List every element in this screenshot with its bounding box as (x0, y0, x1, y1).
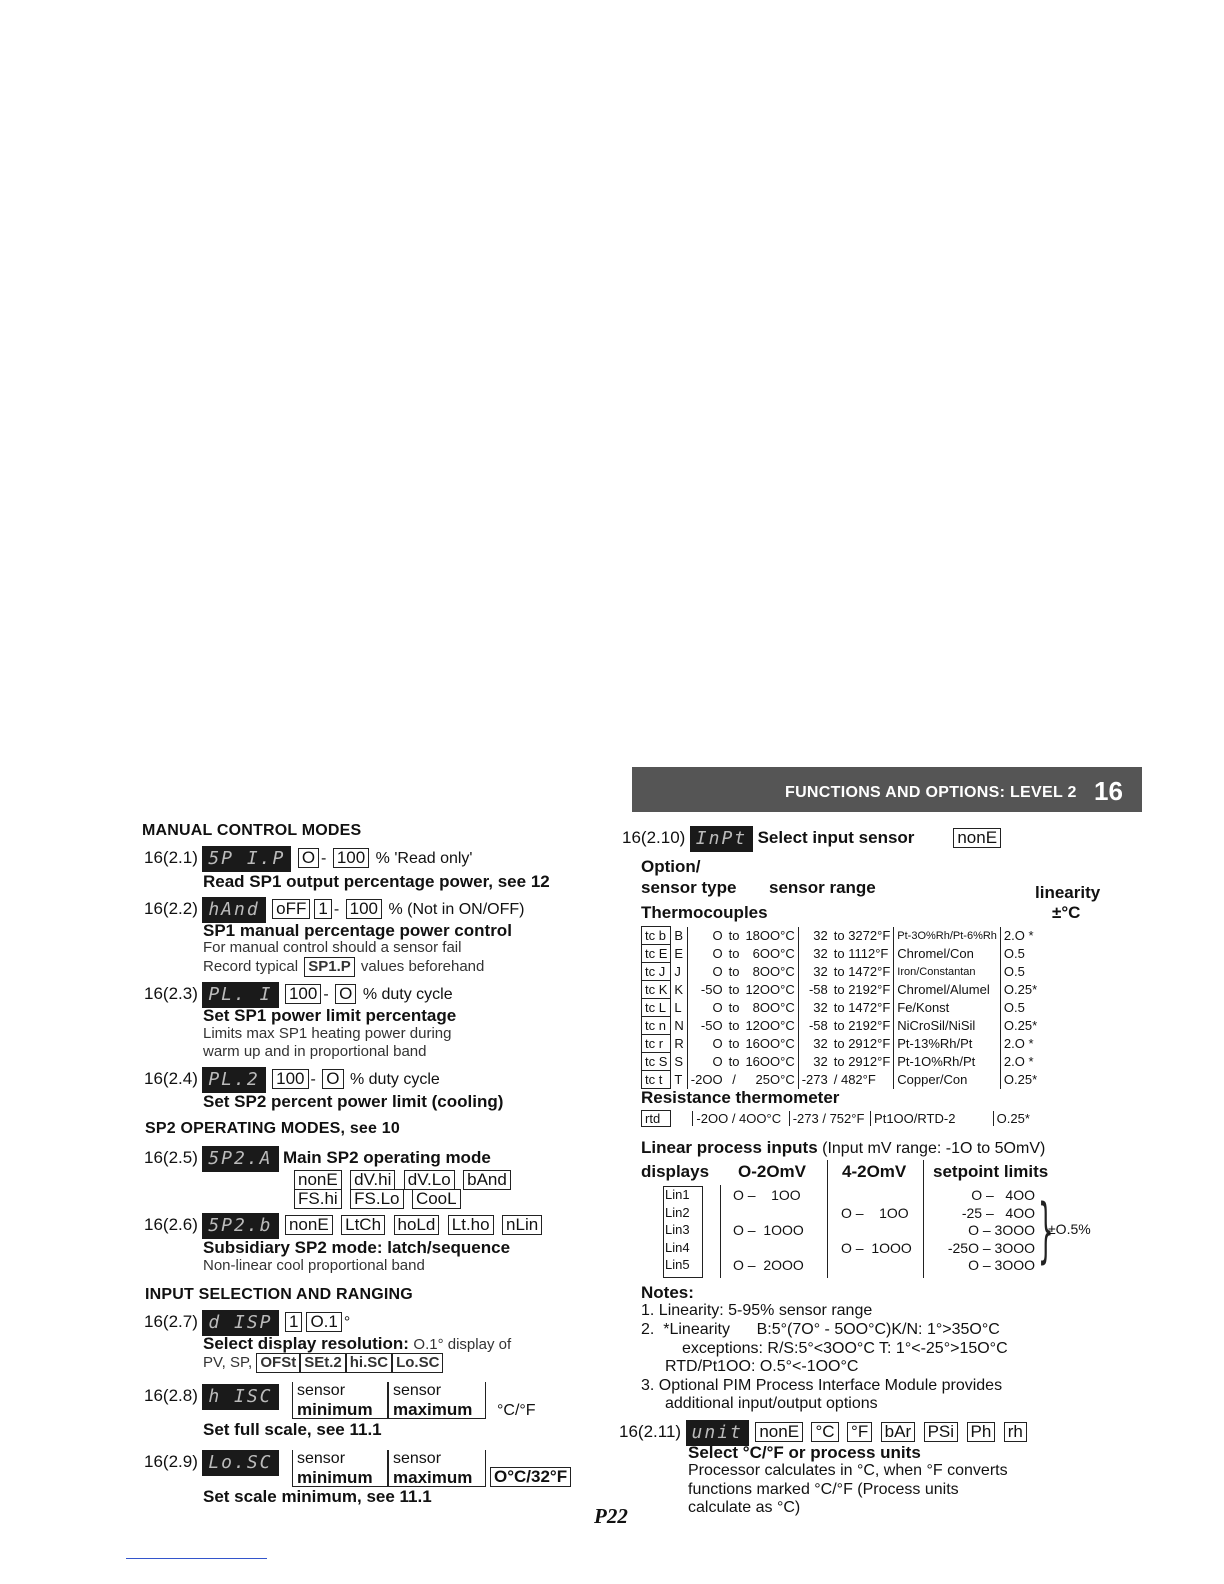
lin-head-4-20: 4-2OmV (842, 1162, 907, 1181)
thermocouple-row (642, 1053, 1041, 1071)
option-box: dV.hi (350, 1170, 395, 1190)
option-box: Ph (967, 1422, 996, 1442)
thermocouple-row (642, 1071, 1041, 1089)
thermocouple-cell: 18OO°C (745, 928, 795, 943)
entry-desc: warm up and in proportional band (203, 1043, 427, 1060)
sp2-section-title: SP2 OPERATING MODES, see 10 (145, 1120, 400, 1137)
thermocouple-cell: 16OO°C (745, 1036, 795, 1051)
option-box: Lo.SC (392, 1353, 443, 1373)
thermocouple-cell: to 3272°F (833, 928, 891, 943)
range-box (292, 1450, 486, 1487)
thermocouple-row (642, 1017, 1041, 1035)
thermocouple-cell: tc b (642, 927, 671, 945)
thermocouple-cell: 12OO°C (745, 1018, 795, 1033)
rtd-row (641, 1111, 1030, 1126)
thermocouple-cell: tc K (642, 981, 671, 999)
thermocouple-cell: O.25* (1000, 981, 1040, 999)
range-label: minimum (297, 1468, 373, 1487)
option-box: 100 (346, 899, 382, 919)
range-label: minimum (297, 1400, 373, 1419)
option-box: bAr (881, 1422, 915, 1442)
entry-title: Subsidiary SP2 mode: latch/sequence (203, 1238, 511, 1257)
thermocouple-cell: K (671, 981, 687, 999)
rtd-code: rtd (641, 1110, 671, 1127)
lin-cell: Lin4 (665, 1239, 690, 1255)
lin-head-0-20: O-2OmV (738, 1162, 807, 1181)
rtd-type: Pt1OO/RTD-2 (870, 1111, 955, 1126)
entry-title: Main SP2 operating mode (282, 1148, 491, 1168)
thermocouple-cell: -58 (798, 981, 831, 999)
entry-code: 16(2.7) (144, 1312, 198, 1332)
linear-note: (Input mV range: -1O to 5OmV) (822, 1140, 1046, 1157)
note-2-cont: RTD/Pt1OO: O.5°<-1OO°C (665, 1358, 859, 1375)
thermocouple-cell: to (728, 1000, 740, 1015)
entry-code: 16(2.2) (144, 899, 198, 919)
thermocouple-table (641, 926, 1040, 1089)
notes-title: Notes: (641, 1283, 694, 1302)
option-box: PSi (924, 1422, 958, 1442)
thermocouple-cell: O (687, 1053, 725, 1071)
lcd-display: hAnd (202, 897, 265, 923)
thermocouple-cell: -5O (687, 981, 725, 999)
thermocouple-cell: 32 (798, 1053, 831, 1071)
thermocouple-cell: O (687, 999, 725, 1017)
option-row (292, 1189, 463, 1209)
entry-title: Select °C/°F or process units (688, 1443, 921, 1462)
entry-title: Set SP1 power limit percentage (203, 1006, 457, 1025)
lin-cell: O – 3OOO (968, 1257, 1035, 1273)
entry-desc: O.1° display of (413, 1336, 512, 1353)
lin-cell: Lin3 (665, 1222, 690, 1237)
thermocouple-cell: to (728, 1054, 740, 1069)
note-2: 2. *Linearity B:5°(7O° - 5OO°C)K/N: 1°>35O°C (641, 1321, 1000, 1338)
thermocouple-cell: Iron/Constantan (894, 963, 1001, 981)
lin-head-setpoint: setpoint limits (933, 1162, 1049, 1181)
rtd-range-c: -2OO / 4OO°C (692, 1111, 781, 1126)
lin-head-displays: displays (641, 1162, 710, 1181)
range-box (292, 1382, 486, 1419)
lin-cell: O – 1OO (733, 1187, 801, 1203)
option-box: nonE (294, 1170, 342, 1190)
entry-desc: calculate as °C) (688, 1499, 801, 1516)
thermocouple-cell: S (671, 1053, 687, 1071)
range-divider (387, 1382, 389, 1418)
thermocouple-cell: tc n (642, 1017, 671, 1035)
option-box: 100 (285, 984, 321, 1004)
option-box: hi.SC (346, 1353, 392, 1373)
default-box (488, 1467, 573, 1487)
entry-title: SP1 manual percentage power control (203, 921, 512, 940)
entry-2-3: 16(2.3) PL. I 100 - O % duty cycle (144, 982, 453, 1008)
thermocouple-cell: tc L (642, 999, 671, 1017)
thermocouple-cell: to (728, 928, 740, 943)
range-divider (387, 1450, 389, 1486)
header-title: FUNCTIONS AND OPTIONS: LEVEL 2 (785, 784, 1077, 801)
thermocouple-row (642, 999, 1041, 1017)
thermocouple-cell: O (687, 945, 725, 963)
thermocouple-cell: to (728, 964, 740, 979)
degree-mark: ° (343, 1314, 351, 1332)
thermocouple-cell: to 1112°F (833, 946, 889, 961)
entry-code: 16(2.3) (144, 984, 198, 1004)
thermocouple-cell: 16OO°C (745, 1054, 795, 1069)
lin-accuracy: ±O.5% (1048, 1221, 1091, 1237)
lin-brace: } (1038, 1189, 1054, 1271)
sensor-range-header: sensor range (769, 878, 876, 897)
option-box: FS.Lo (350, 1189, 403, 1209)
thermocouple-cell: Chromel/Con (894, 945, 1001, 963)
thermocouple-row (642, 1035, 1041, 1053)
thermocouple-cell: tc J (642, 963, 671, 981)
sensor-type-header: sensor type (641, 878, 737, 897)
lin-cell: -25O – 3OOO (947, 1239, 1035, 1256)
thermocouple-cell: O.5 (1000, 945, 1040, 963)
option-box: SEt.2 (300, 1353, 346, 1373)
entry-2-8 (144, 1384, 279, 1410)
thermocouple-cell: 32 (798, 963, 831, 981)
entry-2-1: 16(2.1) 5P I.P O - 100 % 'Read only' (144, 846, 472, 872)
entry-title-line (203, 1334, 511, 1354)
thermocouple-cell: to 1472°F (833, 1000, 891, 1015)
desc-text: values beforehand (360, 958, 485, 975)
thermocouple-cell: O.25* (1000, 1017, 1040, 1035)
option-box: °F (847, 1422, 872, 1442)
thermocouple-cell: to 2192°F (833, 1018, 891, 1033)
rtd-linearity: O.25* (993, 1111, 1030, 1126)
lcd-display: unit (686, 1420, 749, 1446)
thermocouple-cell: to 2912°F (833, 1054, 891, 1069)
thermocouple-cell: L (671, 999, 687, 1017)
option-box: hoLd (394, 1215, 440, 1235)
thermocouple-cell: to 2912°F (833, 1036, 891, 1051)
lin-cell: O – 1OOO (733, 1222, 804, 1238)
thermocouple-cell: R (671, 1035, 687, 1053)
range-label: maximum (393, 1400, 473, 1419)
linearity-header: linearity (1035, 883, 1101, 902)
thermocouple-cell: tc r (642, 1035, 671, 1053)
thermocouple-cell: tc S (642, 1053, 671, 1071)
input-section-title: INPUT SELECTION AND RANGING (145, 1286, 413, 1303)
option-box: nonE (953, 828, 1001, 848)
option-box: LtCh (341, 1215, 385, 1235)
entry-desc: Processor calculates in °C, when °F converts (688, 1462, 1008, 1479)
entry-desc: Non-linear cool proportional band (203, 1257, 425, 1274)
thermocouple-cell: to (728, 946, 740, 961)
entry-2-5 (144, 1146, 491, 1172)
thermocouple-cell: 2.O * (1000, 1035, 1040, 1053)
lin-cell: Lin2 (665, 1204, 690, 1220)
option-box: bAnd (463, 1170, 511, 1190)
entry-title: Select input sensor (757, 828, 915, 848)
option-box: oFF (272, 899, 310, 919)
lin-cell: O – 1OOO (841, 1239, 912, 1256)
thermocouple-cell: -2OO (687, 1071, 725, 1089)
entry-code: 16(2.1) (144, 848, 198, 868)
desc-text: Record typical (203, 958, 299, 975)
entry-2-10 (622, 826, 1003, 852)
lcd-display: Lo.SC (202, 1450, 278, 1476)
option-box: O°C/32°F (490, 1467, 571, 1487)
entry-note: % 'Read only' (375, 850, 473, 868)
rtd-title: Resistance thermometer (641, 1088, 840, 1107)
lcd-display: 5P I.P (202, 846, 291, 872)
option-row (292, 1170, 513, 1190)
entry-title: Read SP1 output percentage power, see 12 (203, 872, 550, 891)
option-box: 1 (314, 899, 331, 919)
thermocouple-cell: N (671, 1017, 687, 1035)
option-box: CooL (412, 1189, 461, 1209)
thermocouple-cell: to (728, 1018, 740, 1033)
lin-cell: O – 3OOO (968, 1222, 1035, 1238)
entry-2-4: 16(2.4) PL.2 100 - O % duty cycle (144, 1067, 440, 1093)
entry-note: % (Not in ON/OFF) (388, 901, 525, 919)
range-label: sensor (393, 1382, 442, 1399)
linearity-unit: ±°C (1052, 903, 1081, 922)
thermocouples-title: Thermocouples (641, 903, 768, 922)
entry-desc (203, 957, 484, 977)
entry-2-6 (144, 1213, 544, 1239)
thermocouple-cell: 6OO°C (752, 946, 795, 961)
thermocouple-cell: O (687, 1035, 725, 1053)
entry-note: % duty cycle (349, 1071, 440, 1089)
option-box: 100 (272, 1069, 308, 1089)
thermocouple-cell: -5O (687, 1017, 725, 1035)
entry-desc: Limits max SP1 heating power during (203, 1025, 452, 1042)
lcd-display: 5P2.b (202, 1213, 278, 1239)
thermocouple-cell: O (687, 927, 725, 945)
option-box: rh (1004, 1422, 1027, 1442)
option-box: nLin (502, 1215, 542, 1235)
lin-cell: Lin1 (665, 1187, 690, 1202)
thermocouple-cell: O.25* (1000, 1071, 1040, 1089)
thermocouple-cell: 32 (798, 1035, 831, 1053)
option-box: O (322, 1069, 343, 1089)
thermocouple-cell: 2.O * (1000, 1053, 1040, 1071)
thermocouple-cell: tc E (642, 945, 671, 963)
option-box: O (335, 984, 356, 1004)
thermocouple-cell: / 482°F (833, 1072, 876, 1087)
lcd-display: d ISP (202, 1310, 278, 1336)
lin-cell: -25 – 4OO (961, 1204, 1035, 1221)
manual-section-title: MANUAL CONTROL MODES (142, 822, 362, 839)
range-label: sensor (297, 1382, 346, 1399)
linear-title: Linear process inputs (641, 1138, 818, 1157)
option-box: dV.Lo (404, 1170, 455, 1190)
option-box: Lt.ho (448, 1215, 494, 1235)
thermocouple-cell: O.5 (1000, 963, 1040, 981)
range-label: sensor (393, 1450, 442, 1467)
thermocouple-cell: 8OO°C (752, 1000, 795, 1015)
linear-heading (641, 1138, 1045, 1158)
option-box: OFSt (256, 1353, 300, 1373)
option-box: nonE (755, 1422, 803, 1442)
range-label: maximum (393, 1468, 473, 1487)
thermocouple-cell: 12OO°C (745, 982, 795, 997)
entry-code: 16(2.8) (144, 1386, 198, 1406)
entry-desc (203, 1353, 443, 1373)
option-box: °C (811, 1422, 838, 1442)
thermocouple-cell: Copper/Con (894, 1071, 1001, 1089)
lcd-display: 5P2.A (202, 1146, 278, 1172)
thermocouple-cell: to (728, 1036, 740, 1051)
thermocouple-row (642, 963, 1041, 981)
thermocouple-cell: O (687, 963, 725, 981)
thermocouple-cell: -273 (798, 1071, 831, 1089)
thermocouple-cell: NiCroSil/NiSil (894, 1017, 1001, 1035)
thermocouple-cell: Pt-13%Rh/Pt (894, 1035, 1001, 1053)
thermocouple-row (642, 945, 1041, 963)
lcd-display: h ISC (202, 1384, 278, 1410)
thermocouple-row (642, 981, 1041, 999)
entry-title: Set full scale, see 11.1 (203, 1420, 382, 1439)
thermocouple-cell: T (671, 1071, 687, 1089)
entry-title: Set SP2 percent power limit (cooling) (203, 1092, 504, 1111)
thermocouple-cell: -58 (798, 1017, 831, 1035)
thermocouple-cell: Pt-1O%Rh/Pt (894, 1053, 1001, 1071)
entry-2-2: 16(2.2) hAnd oFF 1 - 100 % (Not in ON/OFF) (144, 897, 524, 923)
page-number: P22 (594, 1504, 628, 1528)
footer-rule (126, 1558, 267, 1559)
rtd-range-f: -273 / 752°F (789, 1111, 865, 1126)
entry-title: Select display resolution: (203, 1334, 409, 1353)
entry-desc: For manual control should a sensor fail (203, 939, 462, 956)
thermocouple-cell: 25O°C (755, 1072, 795, 1087)
option-box: SP1.P (304, 957, 355, 977)
note-2-cont: exceptions: R/S:5°<3OO°C T: 1°<-25°>15O°C (682, 1340, 1008, 1357)
option-box: O.1 (306, 1312, 341, 1332)
lin-cell: O – 4OO (971, 1187, 1035, 1203)
thermocouple-cell: to 1472°F (833, 964, 891, 979)
thermocouple-cell: tc t (642, 1071, 671, 1089)
note-3: 3. Optional PIM Process Interface Module provides (641, 1377, 1003, 1394)
entry-code: 16(2.11) (619, 1422, 682, 1442)
note-3-cont: additional input/output options (665, 1395, 878, 1412)
entry-code: 16(2.10) (622, 828, 686, 848)
entry-title: Set scale minimum, see 11.1 (203, 1487, 432, 1506)
option-box: FS.hi (294, 1189, 342, 1209)
thermocouple-row (642, 927, 1041, 945)
thermocouple-cell: B (671, 927, 687, 945)
lcd-display: PL. I (202, 982, 278, 1008)
thermocouple-cell: E (671, 945, 687, 963)
lin-divider (720, 1185, 721, 1278)
option-label: Option/ (641, 857, 701, 876)
entry-code: 16(2.4) (144, 1069, 198, 1089)
note-1: 1. Linearity: 5-95% sensor range (641, 1302, 873, 1319)
option-box: 100 (333, 848, 369, 868)
entry-code: 16(2.6) (144, 1215, 198, 1235)
entry-desc: functions marked °C/°F (Process units (688, 1481, 959, 1498)
desc-text: PV, SP, (203, 1354, 253, 1371)
entry-code: 16(2.5) (144, 1148, 198, 1168)
option-box: O (298, 848, 319, 868)
thermocouple-cell: O.5 (1000, 999, 1040, 1017)
lin-divider (827, 1160, 828, 1278)
unit-label: °C/°F (497, 1402, 536, 1419)
option-box: 1 (285, 1312, 302, 1332)
lin-cell: Lin5 (665, 1257, 690, 1272)
thermocouple-cell: to 2192°F (833, 982, 891, 997)
lin-cell: O – 1OO (841, 1204, 909, 1221)
option-box: nonE (285, 1215, 333, 1235)
thermocouple-cell: 32 (798, 945, 831, 963)
entry-code: 16(2.9) (144, 1452, 198, 1472)
lcd-display: InPt (690, 826, 753, 852)
thermocouple-cell: Chromel/Alumel (894, 981, 1001, 999)
thermocouple-cell: J (671, 963, 687, 981)
range-label: sensor (297, 1450, 346, 1467)
thermocouple-cell: / (732, 1072, 736, 1087)
entry-2-9 (144, 1450, 279, 1476)
chapter-number: 16 (1094, 776, 1123, 806)
thermocouple-cell: 8OO°C (752, 964, 795, 979)
thermocouple-cell: 32 (798, 999, 831, 1017)
thermocouple-cell: to (728, 982, 740, 997)
lcd-display: PL.2 (202, 1067, 265, 1093)
thermocouple-cell: 32 (798, 927, 831, 945)
thermocouple-cell: Pt-3O%Rh/Pt-6%Rh (894, 927, 1001, 945)
lin-cell: O – 2OOO (733, 1257, 804, 1273)
entry-note: % duty cycle (362, 986, 453, 1004)
thermocouple-cell: 2.O * (1000, 927, 1040, 945)
entry-2-7 (144, 1310, 350, 1336)
thermocouple-cell: Fe/Konst (894, 999, 1001, 1017)
